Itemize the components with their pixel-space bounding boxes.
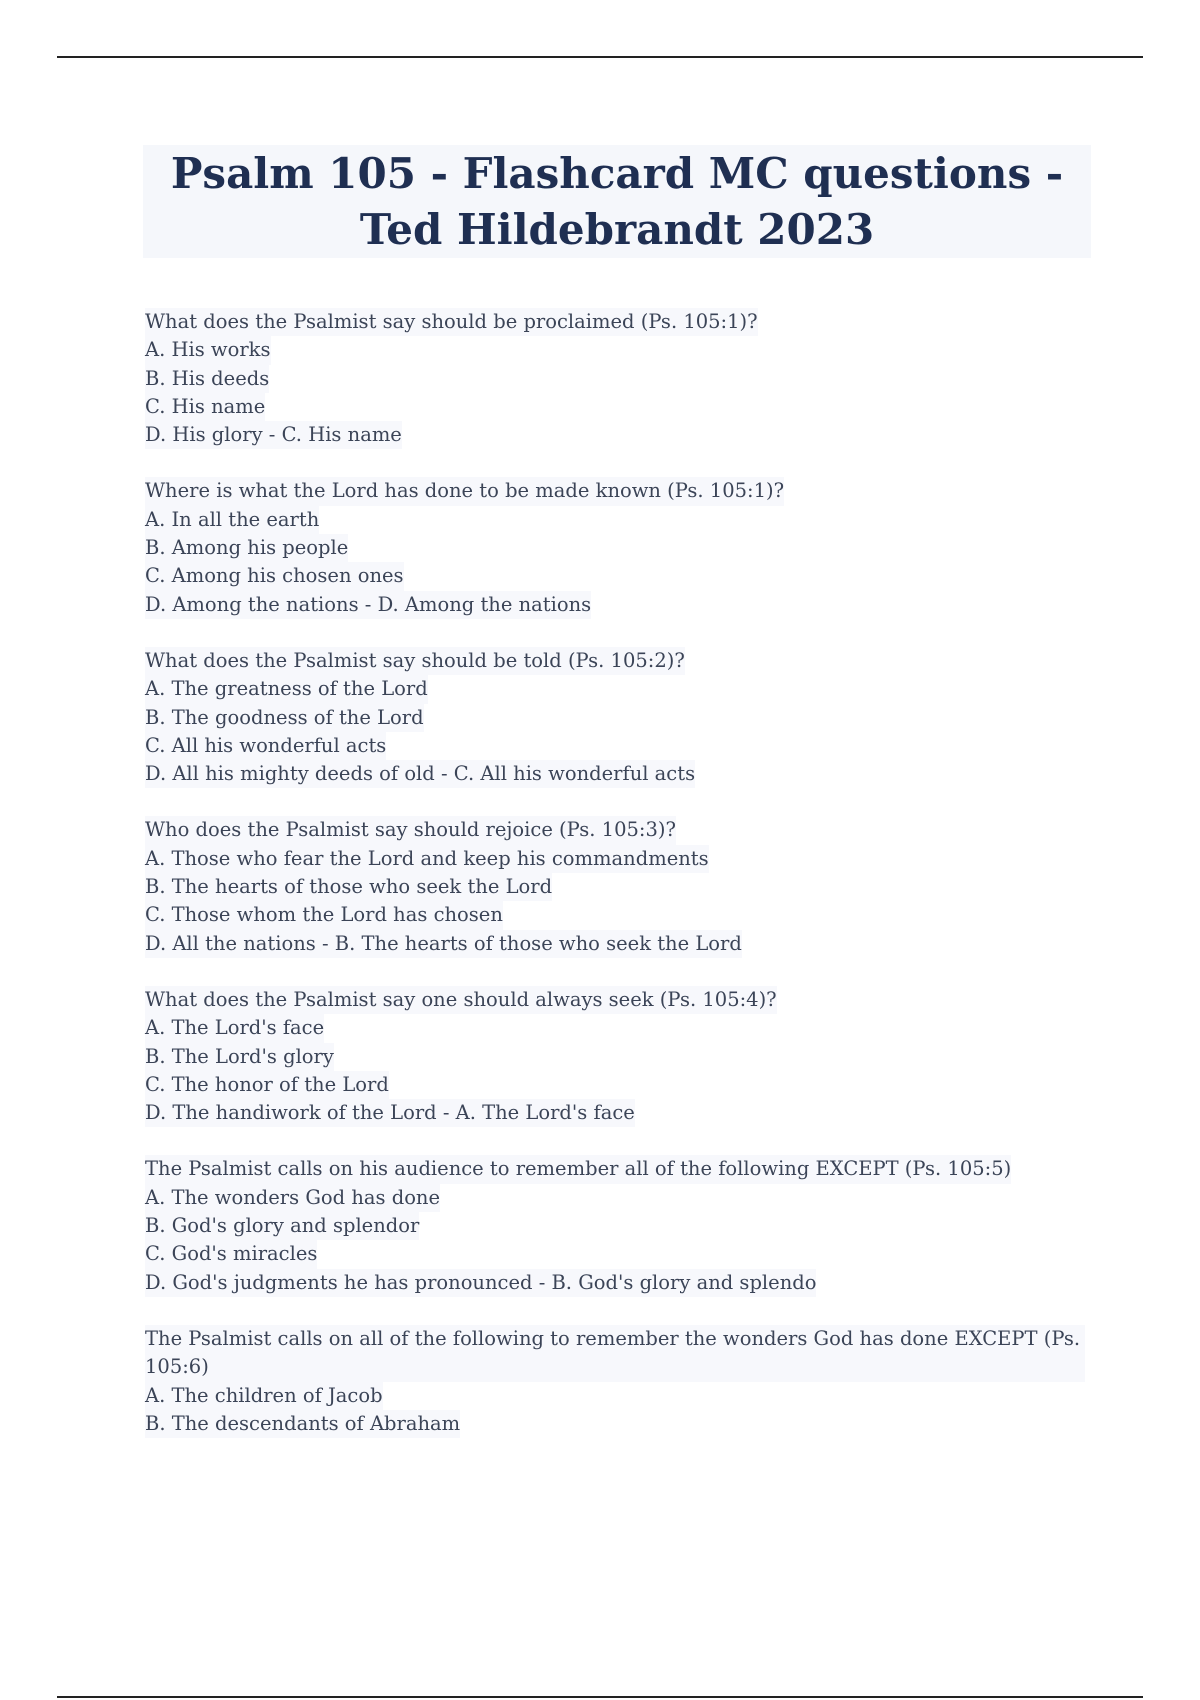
question-block bbox=[145, 477, 1085, 618]
question-block bbox=[145, 1155, 1085, 1296]
answer-option: B. The descendants of Abraham bbox=[145, 1410, 460, 1438]
answer-option: A. Those who fear the Lord and keep his commandments bbox=[145, 845, 709, 873]
answer-option: D. Among the nations - D. Among the nations bbox=[145, 591, 591, 619]
answer-option: B. The Lord's glory bbox=[145, 1043, 334, 1071]
title-banner bbox=[143, 145, 1091, 258]
bottom-rule bbox=[57, 1696, 1143, 1698]
answer-option: A. The greatness of the Lord bbox=[145, 675, 428, 703]
answer-option: B. God's glory and splendor bbox=[145, 1212, 419, 1240]
question-prompt: What does the Psalmist say should be told (Ps. 105:2)? bbox=[145, 647, 685, 675]
answer-option: B. The goodness of the Lord bbox=[145, 704, 424, 732]
answer-option: A. The wonders God has done bbox=[145, 1184, 440, 1212]
answer-option: D. The handiwork of the Lord - A. The Lord's face bbox=[145, 1099, 635, 1127]
answer-option: A. The children of Jacob bbox=[145, 1382, 383, 1410]
answer-option: A. In all the earth bbox=[145, 506, 319, 534]
question-prompt: The Psalmist calls on his audience to remember all of the following EXCEPT (Ps. 105:5) bbox=[145, 1155, 1011, 1183]
answer-option: A. The Lord's face bbox=[145, 1014, 324, 1042]
question-block bbox=[145, 986, 1085, 1127]
answer-option: B. His deeds bbox=[145, 365, 269, 393]
question-list bbox=[145, 308, 1085, 1466]
answer-option: D. All the nations - B. The hearts of those who seek the Lord bbox=[145, 930, 742, 958]
question-block bbox=[145, 647, 1085, 788]
question-block bbox=[145, 308, 1085, 449]
answer-option: C. Among his chosen ones bbox=[145, 562, 404, 590]
question-prompt: Who does the Psalmist say should rejoice (Ps. 105:3)? bbox=[145, 816, 676, 844]
answer-option: C. Those whom the Lord has chosen bbox=[145, 901, 503, 929]
question-prompt: The Psalmist calls on all of the following to remember the wonders God has done EXCEPT (Ps. 105:6) bbox=[145, 1325, 1085, 1382]
answer-option: A. His works bbox=[145, 336, 271, 364]
question-block bbox=[145, 1325, 1085, 1438]
answer-option: D. His glory - C. His name bbox=[145, 421, 402, 449]
answer-option: C. All his wonderful acts bbox=[145, 732, 386, 760]
answer-option: C. The honor of the Lord bbox=[145, 1071, 389, 1099]
answer-option: B. Among his people bbox=[145, 534, 348, 562]
answer-option: D. God's judgments he has pronounced - B. God's glory and splendo bbox=[145, 1269, 816, 1297]
document-title: Psalm 105 - Flashcard MC questions - Ted Hildebrandt 2023 bbox=[170, 148, 1064, 254]
answer-option: C. God's miracles bbox=[145, 1240, 317, 1268]
question-block bbox=[145, 816, 1085, 957]
answer-option: C. His name bbox=[145, 393, 265, 421]
question-prompt: Where is what the Lord has done to be made known (Ps. 105:1)? bbox=[145, 477, 784, 505]
answer-option: D. All his mighty deeds of old - C. All his wonderful acts bbox=[145, 760, 695, 788]
question-prompt: What does the Psalmist say should be proclaimed (Ps. 105:1)? bbox=[145, 308, 758, 336]
answer-option: B. The hearts of those who seek the Lord bbox=[145, 873, 552, 901]
top-rule bbox=[57, 56, 1143, 58]
question-prompt: What does the Psalmist say one should always seek (Ps. 105:4)? bbox=[145, 986, 777, 1014]
